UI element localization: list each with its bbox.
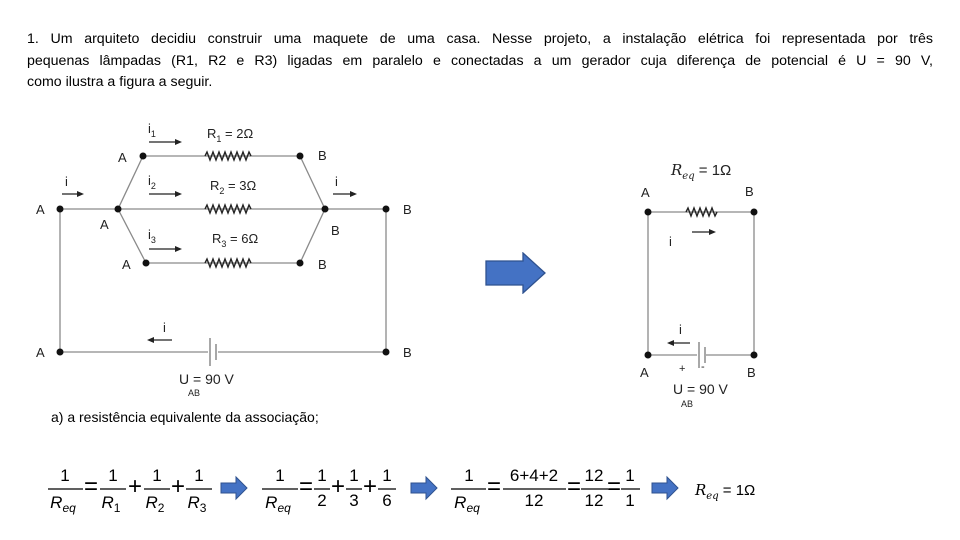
svg-text:=: = xyxy=(606,473,622,500)
minus-sign: - xyxy=(701,361,705,373)
node-b-lower: B xyxy=(403,345,412,360)
svg-text:1: 1 xyxy=(382,466,392,485)
r3-label: = 6Ω xyxy=(226,231,259,246)
equations-row xyxy=(40,455,800,525)
problem-line-1: 1. Um arquiteto decidiu construir uma maquete de uma casa. Nesse projeto, a instalação elétrica foi representada por três xyxy=(27,31,933,47)
node-b-eq-lower: B xyxy=(747,365,756,380)
svg-text:R2 = 3Ω: $R_2 = 3\Omega$ xyxy=(210,178,257,196)
svg-text:Req: $R_{eq}$ xyxy=(454,493,480,515)
battery-symbol xyxy=(210,338,216,366)
svg-text:6: 6 xyxy=(382,491,392,510)
svg-text:Req: $R_{eq}$ xyxy=(50,493,76,515)
svg-text:1: 1 xyxy=(108,466,118,485)
req-label: = 1Ω xyxy=(694,162,732,179)
svg-text:+: + xyxy=(362,473,378,500)
plus-sign: + xyxy=(679,363,686,375)
svg-text:1: 1 xyxy=(625,466,635,485)
node-a-mid: A xyxy=(100,217,109,232)
svg-text:1: 1 xyxy=(349,466,359,485)
r2-label: = 3Ω xyxy=(224,178,257,193)
step-arrow-icon xyxy=(652,477,678,499)
node-a-left: A xyxy=(36,202,45,217)
svg-text:=: = xyxy=(566,473,582,500)
equivalent-circuit-diagram xyxy=(620,150,790,410)
r1-label: = 2Ω xyxy=(221,126,254,141)
svg-text:R1 = 2Ω: $R_1 = 2\Omega$ xyxy=(207,126,254,144)
step-arrow-icon xyxy=(221,477,247,499)
svg-text:i1: $i_1$ xyxy=(148,121,156,139)
svg-text:=: = xyxy=(486,473,502,500)
svg-text:+: + xyxy=(127,473,143,500)
svg-text:Req = 1Ω: $R_{eq} = 1\Omega$ xyxy=(695,481,756,502)
svg-text:i3: $i_3$ xyxy=(148,227,156,245)
current-i-eq: i xyxy=(669,234,672,249)
node-b-eq: B xyxy=(745,184,754,199)
svg-text:+: + xyxy=(330,473,346,500)
svg-text:1: 1 xyxy=(464,466,474,485)
current-i-bottom: i xyxy=(163,320,166,335)
svg-text:1: 1 xyxy=(317,466,327,485)
svg-text:Req: $R_{eq}$ xyxy=(265,493,291,515)
svg-text:=: = xyxy=(298,473,314,500)
svg-text:1: 1 xyxy=(194,466,204,485)
svg-text:1: 1 xyxy=(275,466,285,485)
voltage-eq-subscript: AB xyxy=(681,399,694,409)
svg-text:12: 12 xyxy=(524,491,544,510)
item-a-question: a) a resistência equivalente da associação; xyxy=(51,409,319,425)
voltage-eq-label: U = 90 V xyxy=(673,381,728,397)
svg-text:6+4+2: 6+4+2 xyxy=(509,466,559,485)
problem-line-2: pequenas lâmpadas (R1, R2 e R3) ligadas em paralelo e conectadas a um gerador cuja diferença de potencial é U = 90 V, xyxy=(27,52,933,69)
svg-text:Req = 1Ω: $R_{eq} = 1\Omega$ xyxy=(671,161,732,182)
problem-statement xyxy=(27,29,933,94)
arrow-right-icon xyxy=(485,252,547,294)
svg-text:1: 1 xyxy=(60,466,70,485)
node-b-top: B xyxy=(318,148,327,163)
svg-text:3: 3 xyxy=(349,491,359,510)
svg-text:i2: $i_2$ xyxy=(148,173,156,191)
svg-text:2: 2 xyxy=(317,491,327,510)
svg-text:+: + xyxy=(170,473,186,500)
current-i-eq-bottom: i xyxy=(679,322,682,337)
svg-text:R3: $R_3$ xyxy=(187,493,207,515)
svg-text:1: 1 xyxy=(152,466,162,485)
current-i-left: i xyxy=(65,174,68,189)
node-a-lower: A xyxy=(36,345,45,360)
node-a-eq: A xyxy=(641,185,650,200)
node-a-eq-lower: A xyxy=(640,365,649,380)
svg-text:=: = xyxy=(83,473,99,500)
problem-line-3: como ilustra a figura a seguir. xyxy=(27,74,213,90)
voltage-label: U = 90 V xyxy=(179,371,234,387)
svg-text:R2: $R_2$ xyxy=(145,493,165,515)
svg-text:R1: $R_1$ xyxy=(101,493,121,515)
i3-label: i xyxy=(148,227,151,242)
node-a-bottom: A xyxy=(122,257,131,272)
node-b-bottom: B xyxy=(318,257,327,272)
node-b-mid: B xyxy=(331,223,340,238)
i1-label: i xyxy=(148,121,151,136)
node-a-top: A xyxy=(118,150,127,165)
svg-text:12: 12 xyxy=(584,491,604,510)
step-arrow-icon xyxy=(411,477,437,499)
voltage-subscript: AB xyxy=(188,388,201,398)
i2-label: i xyxy=(148,173,151,188)
svg-text:1: 1 xyxy=(625,491,635,510)
svg-text:12: 12 xyxy=(584,466,604,485)
node-b-right: B xyxy=(403,202,412,217)
current-i-right: i xyxy=(335,174,338,189)
parallel-circuit-diagram xyxy=(0,110,440,410)
svg-text:R3 = 6Ω: $R_3 = 6\Omega$ xyxy=(212,231,259,249)
final-result: = 1Ω xyxy=(718,482,756,499)
